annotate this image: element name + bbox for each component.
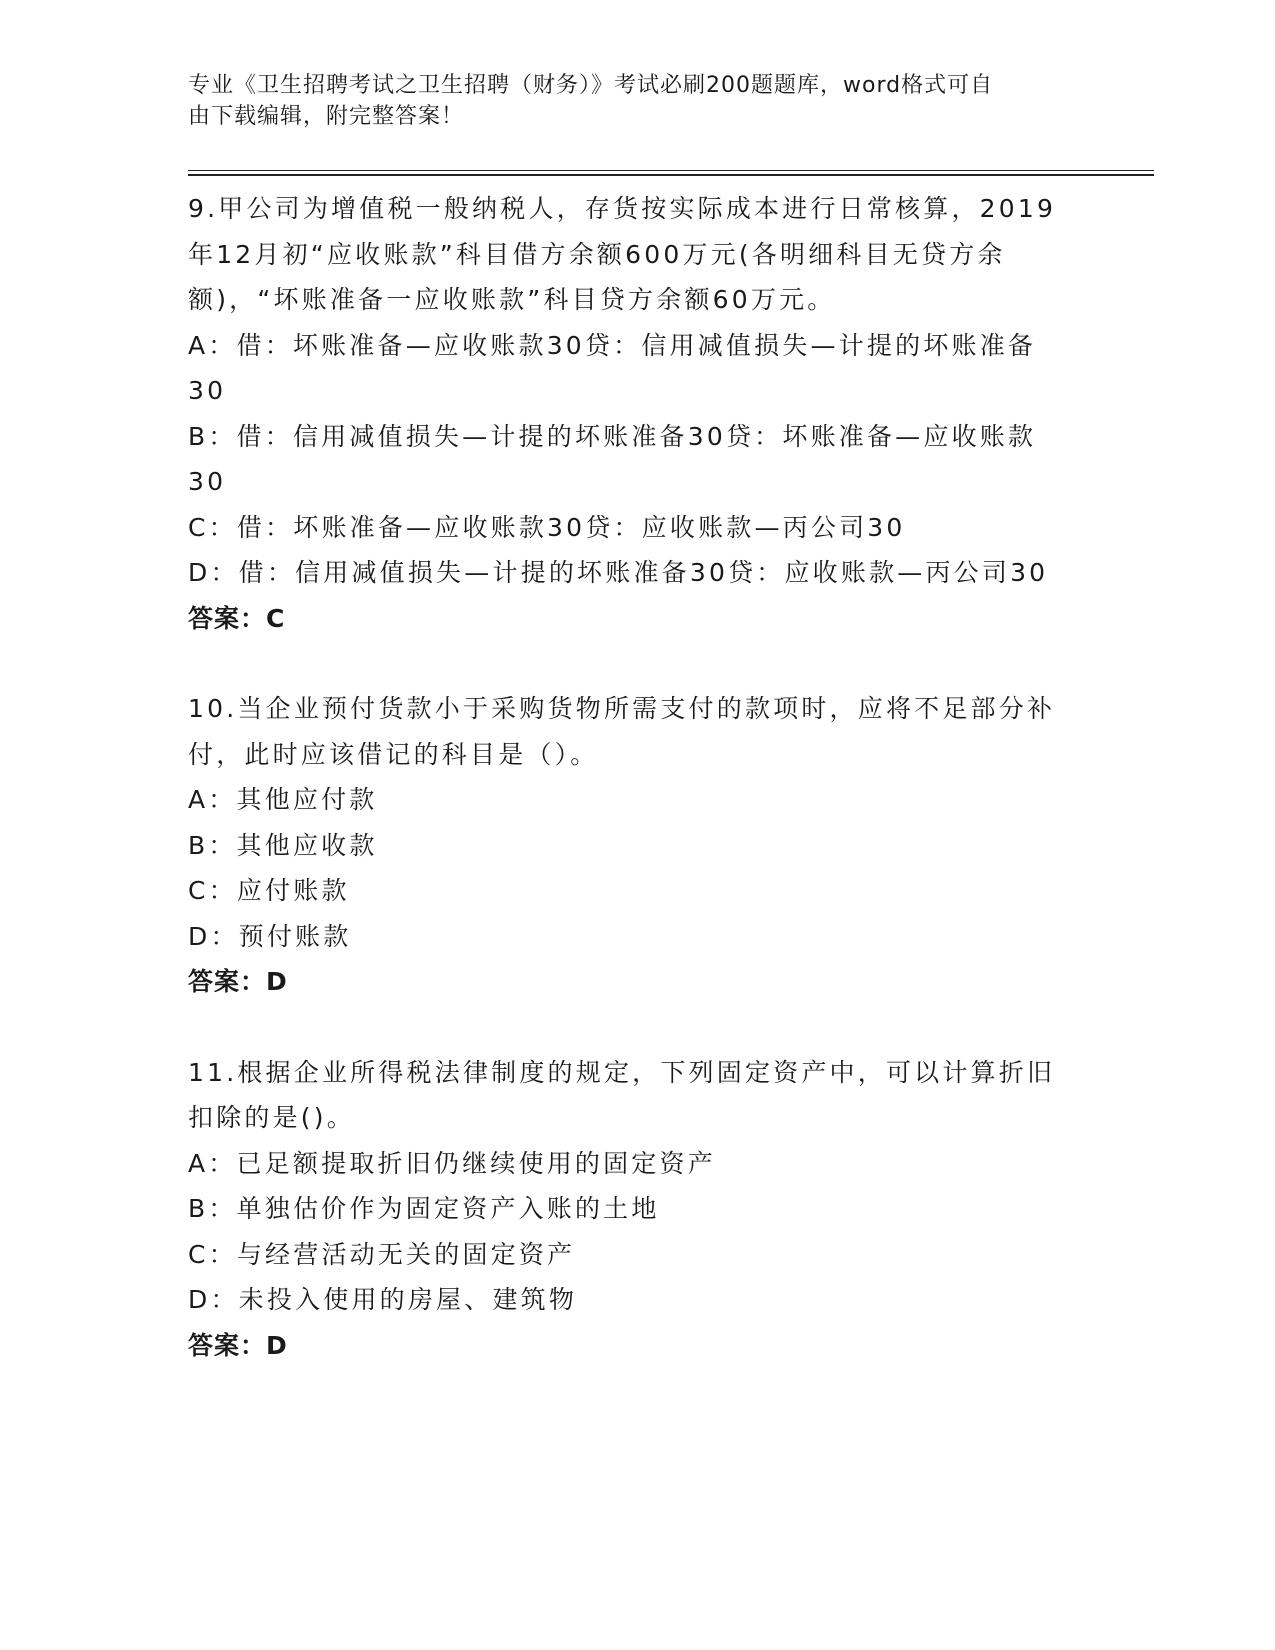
option-d: D：借：信用减值损失—计提的坏账准备30贷：应收账款—丙公司30 [188, 558, 1049, 587]
question-11 [188, 1050, 1088, 1369]
question-list [188, 186, 1088, 1368]
document-page [188, 70, 1088, 1368]
option-a: A：已足额提取折旧仍继续使用的固定资产 [188, 1148, 716, 1178]
document-header [188, 70, 1088, 132]
question-9 [188, 186, 1088, 641]
answer-label: 答案：D [188, 1330, 288, 1360]
spacer [188, 1005, 1088, 1050]
option-a: A：其他应付款 [188, 785, 378, 814]
divider-thin-line [188, 170, 1154, 171]
header-line-1: 专业《卫生招聘考试之卫生招聘（财务）》考试必刷200题题库，word格式可自 [188, 73, 994, 98]
option-c: C：与经营活动无关的固定资产 [188, 1239, 576, 1269]
option-c: C：借：坏账准备—应收账款30贷：应收账款—丙公司30 [188, 512, 906, 542]
divider-thick-line [188, 174, 1154, 176]
header-divider [188, 170, 1154, 176]
option-b: B：借：信用减值损失—计提的坏账准备30贷：坏账准备—应收账款 [188, 421, 1037, 451]
header-line-2: 由下载编辑，附完整答案！ [188, 104, 465, 129]
question-stem-line: 年12月初“应收账款”科目借方余额600万元(各明细科目无贷方余 [188, 239, 1006, 269]
option-a: A：借：坏账准备—应收账款30贷：信用减值损失—计提的坏账准备 [188, 330, 1037, 360]
option-b: B：其他应收款 [188, 830, 378, 860]
question-stem-line: 额)，“坏账准备一应收账款”科目贷方余额60万元。 [188, 285, 836, 314]
spacer [188, 641, 1088, 686]
question-stem-line: 扣除的是()。 [188, 1103, 355, 1132]
question-stem-line: 11.根据企业所得税法律制度的规定，下列固定资产中，可以计算折旧 [188, 1057, 1056, 1087]
answer-label: 答案：D [188, 967, 288, 996]
question-stem-line: 10.当企业预付货款小于采购货物所需支付的款项时，应将不足部分补 [188, 694, 1056, 723]
option-a-continued: 30 [188, 376, 227, 405]
option-b-continued: 30 [188, 467, 227, 496]
option-b: B：单独估价作为固定资产入账的土地 [188, 1194, 660, 1223]
question-10 [188, 686, 1088, 1005]
option-d: D：预付账款 [188, 921, 352, 951]
answer-label: 答案：C [188, 603, 286, 633]
question-stem-line: 9.甲公司为增值税一般纳税人，存货按实际成本进行日常核算，2019 [188, 194, 1057, 223]
option-c: C：应付账款 [188, 876, 350, 905]
option-d: D：未投入使用的房屋、建筑物 [188, 1285, 578, 1314]
question-stem-line: 付，此时应该借记的科目是（）。 [188, 739, 599, 769]
